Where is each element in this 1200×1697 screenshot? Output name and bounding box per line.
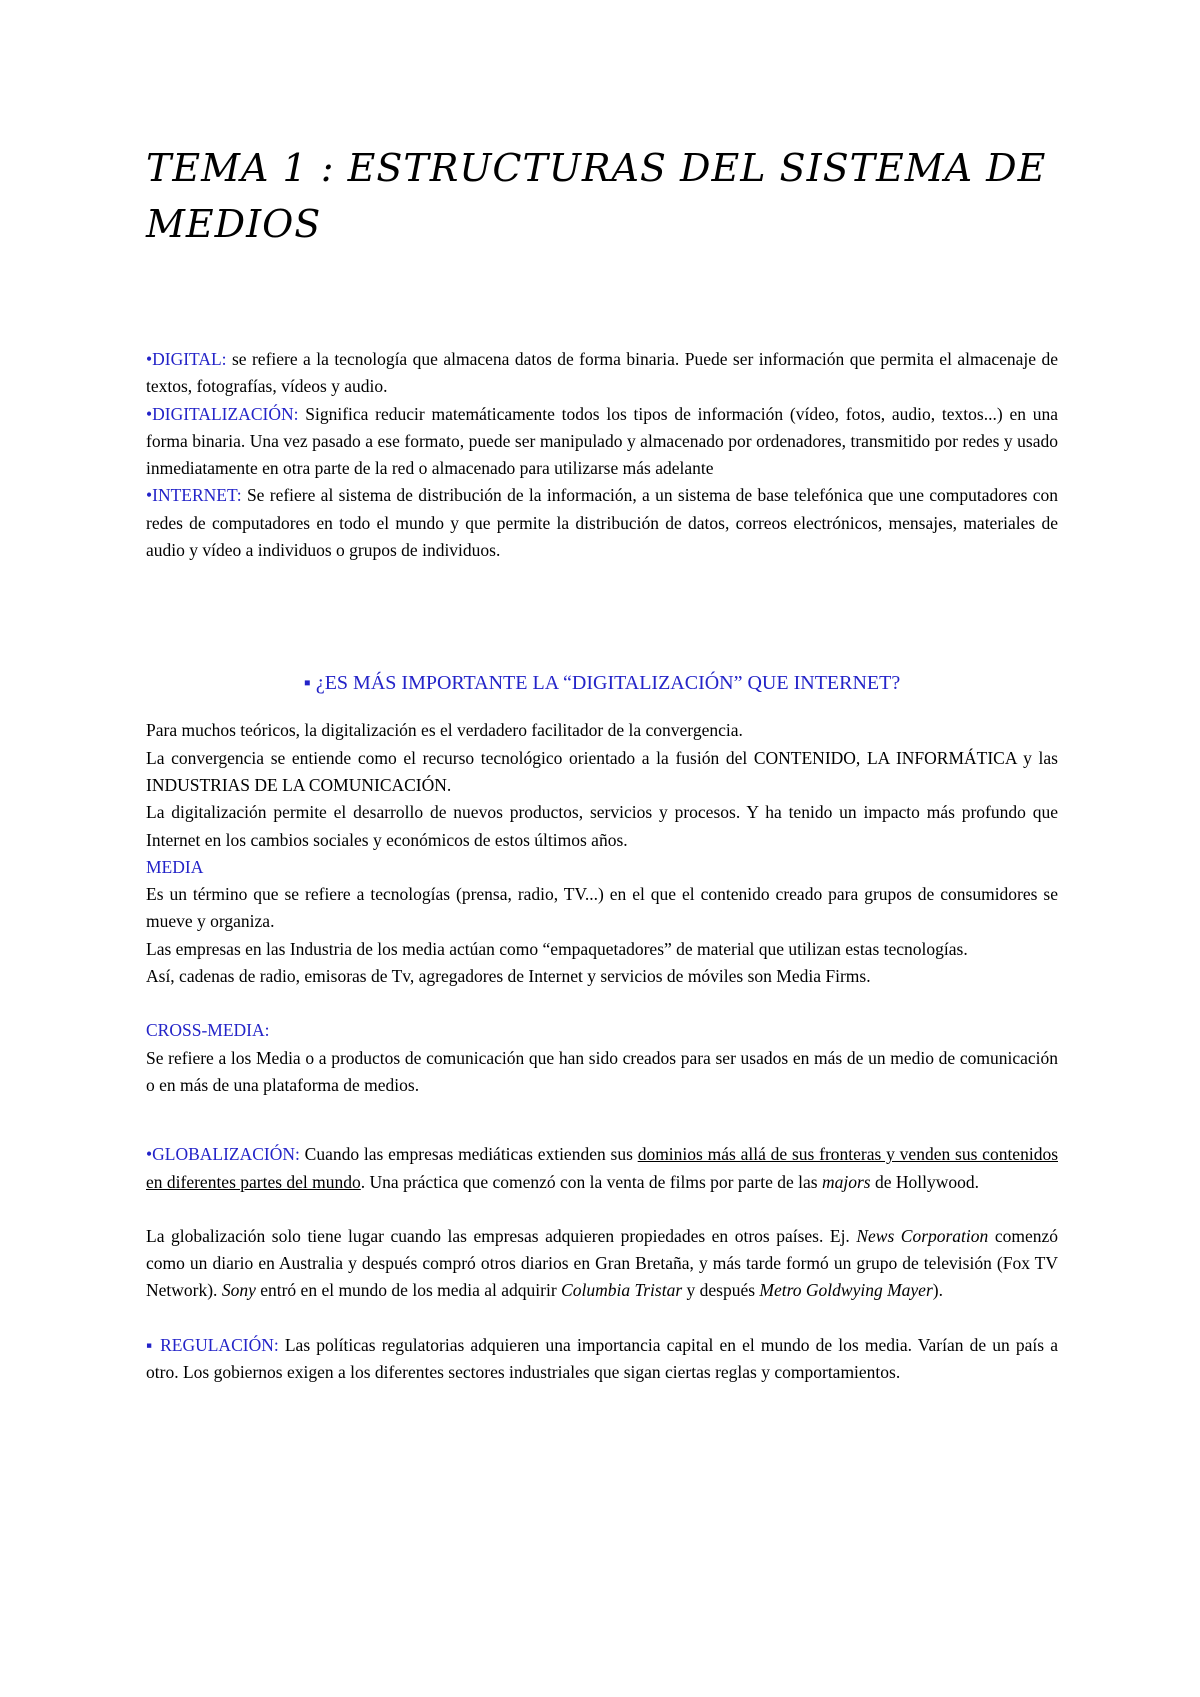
question-heading: ▪ ¿ES MÁS IMPORTANTE LA “DIGITALIZACIÓN” QUE INTERNET? [303, 672, 901, 695]
definition-internet [146, 482, 1058, 564]
definition-digital [146, 346, 1058, 401]
term-label: •GLOBALIZACIÓN: [146, 1144, 300, 1165]
term-label: ▪ REGULACIÓN: [146, 1334, 279, 1355]
title-line-2: MEDIOS [146, 202, 322, 246]
metro-goldwyn-italic: Metro Goldwying Mayer [759, 1280, 933, 1301]
document-page [146, 140, 1058, 1386]
sony-italic: Sony [221, 1280, 256, 1301]
definition-text: se refiere a la tecnología que almacena datos de forma binaria. Puede ser información que permita el almacenaje de textos, fotografías, vídeos y audio. [146, 349, 1058, 397]
globalizacion-example-paragraph [146, 1223, 1058, 1305]
majors-italic: majors [821, 1171, 871, 1192]
spacer [146, 252, 1058, 346]
title-line-1: TEMA 1 : ESTRUCTURAS DEL SISTEMA DE [146, 146, 1047, 190]
definition-digitalizacion [146, 401, 1058, 483]
globalizacion-underlined-text: dominios más allá de sus fronteras y venden sus contenidos en diferentes partes del mundo [146, 1144, 1058, 1192]
spacer [146, 1305, 1058, 1332]
globalizacion-paragraph [146, 1141, 1058, 1196]
columbia-tristar-italic: Columbia Tristar [561, 1280, 683, 1301]
definition-text: Significa reducir matemáticamente todos los tipos de información (vídeo, fotos, audio, textos...) en una forma binaria. Una vez pasado a ese formato, puede ser manipulado y almacenado por ordenadores, transmitido por redes y usado inmediatamente en otra parte de la red o almacenado para utilizarse más adelante [146, 403, 1058, 479]
media-paragraph-1: Es un término que se refiere a tecnologías (prensa, radio, TV...) en el que el contenido creado para grupos de consumidores se mueve y organiza. [146, 884, 1058, 932]
spacer [146, 564, 1058, 669]
news-corporation-italic: News Corporation [856, 1225, 989, 1246]
media-paragraph-2: Las empresas en las Industria de los media actúan como “empaquetadores” de material que utilizan estas tecnologías. [146, 938, 968, 959]
globalizacion-text: . Una práctica que comenzó con la venta de films por parte de las [360, 1171, 822, 1192]
term-label: •DIGITAL: [146, 349, 227, 369]
spacer [146, 1196, 1058, 1223]
term-label: •INTERNET: [146, 485, 242, 506]
example-text: ). [932, 1280, 943, 1301]
example-text: comenzó como un diario en Australia y después compró otros diarios en Gran Bretaña, y más tarde formó un grupo de televisión (Fox TV Network). [146, 1225, 1058, 1301]
media-heading: MEDIA [146, 856, 204, 877]
regulacion-text: Las políticas regulatorias adquieren una importancia capital en el mundo de los media. Varían de un país a otro. Los gobiernos exigen a los diferentes sectores industriales que sigan ciertas reglas y comportamientos. [146, 1334, 1058, 1383]
example-text: La globalización solo tiene lugar cuando las empresas adquieren propiedades en otros países. Ej. [146, 1225, 857, 1246]
convergence-paragraph-1: Para muchos teóricos, la digitalización es el verdadero facilitador de la convergencia. [146, 720, 743, 741]
spacer [146, 1099, 1058, 1141]
globalizacion-text: Cuando las empresas mediáticas extienden sus [299, 1144, 638, 1165]
cross-media-heading: CROSS-MEDIA: [146, 1020, 270, 1041]
example-text: entró en el mundo de los media al adquirir [255, 1280, 562, 1301]
globalizacion-text: de Hollywood. [870, 1171, 979, 1192]
example-text: y después [682, 1280, 760, 1301]
convergence-paragraph-2: La convergencia se entiende como el recurso tecnológico orientado a la fusión del CONTENIDO, LA INFORMÁTICA y las INDUSTRIAS DE LA COMUNICACIÓN. [146, 747, 1058, 795]
document-title [146, 140, 1058, 252]
cross-media-paragraph: Se refiere a los Media o a productos de comunicación que han sido creados para ser usados en más de un medio de comunicación o en más de una plataforma de medios. [146, 1047, 1058, 1095]
media-paragraph-3: Así, cadenas de radio, emisoras de Tv, agregadores de Internet y servicios de móviles son Media Firms. [146, 966, 871, 987]
term-label: •DIGITALIZACIÓN: [146, 403, 299, 424]
spacer [146, 990, 1058, 1017]
regulacion-paragraph [146, 1332, 1058, 1387]
convergence-paragraph-3: La digitalización permite el desarrollo de nuevos productos, servicios y procesos. Y ha tenido un impacto más profundo que Internet en los cambios sociales y económicos de estos últimos años. [146, 802, 1058, 850]
definition-text: Se refiere al sistema de distribución de la información, a un sistema de base telefónica que une computadores con redes de computadores en todo el mundo y que permite la distribución de datos, correos electrónicos, mensajes, materiales de audio y vídeo a individuos o grupos de individuos. [146, 485, 1058, 561]
spacer [146, 697, 1058, 717]
